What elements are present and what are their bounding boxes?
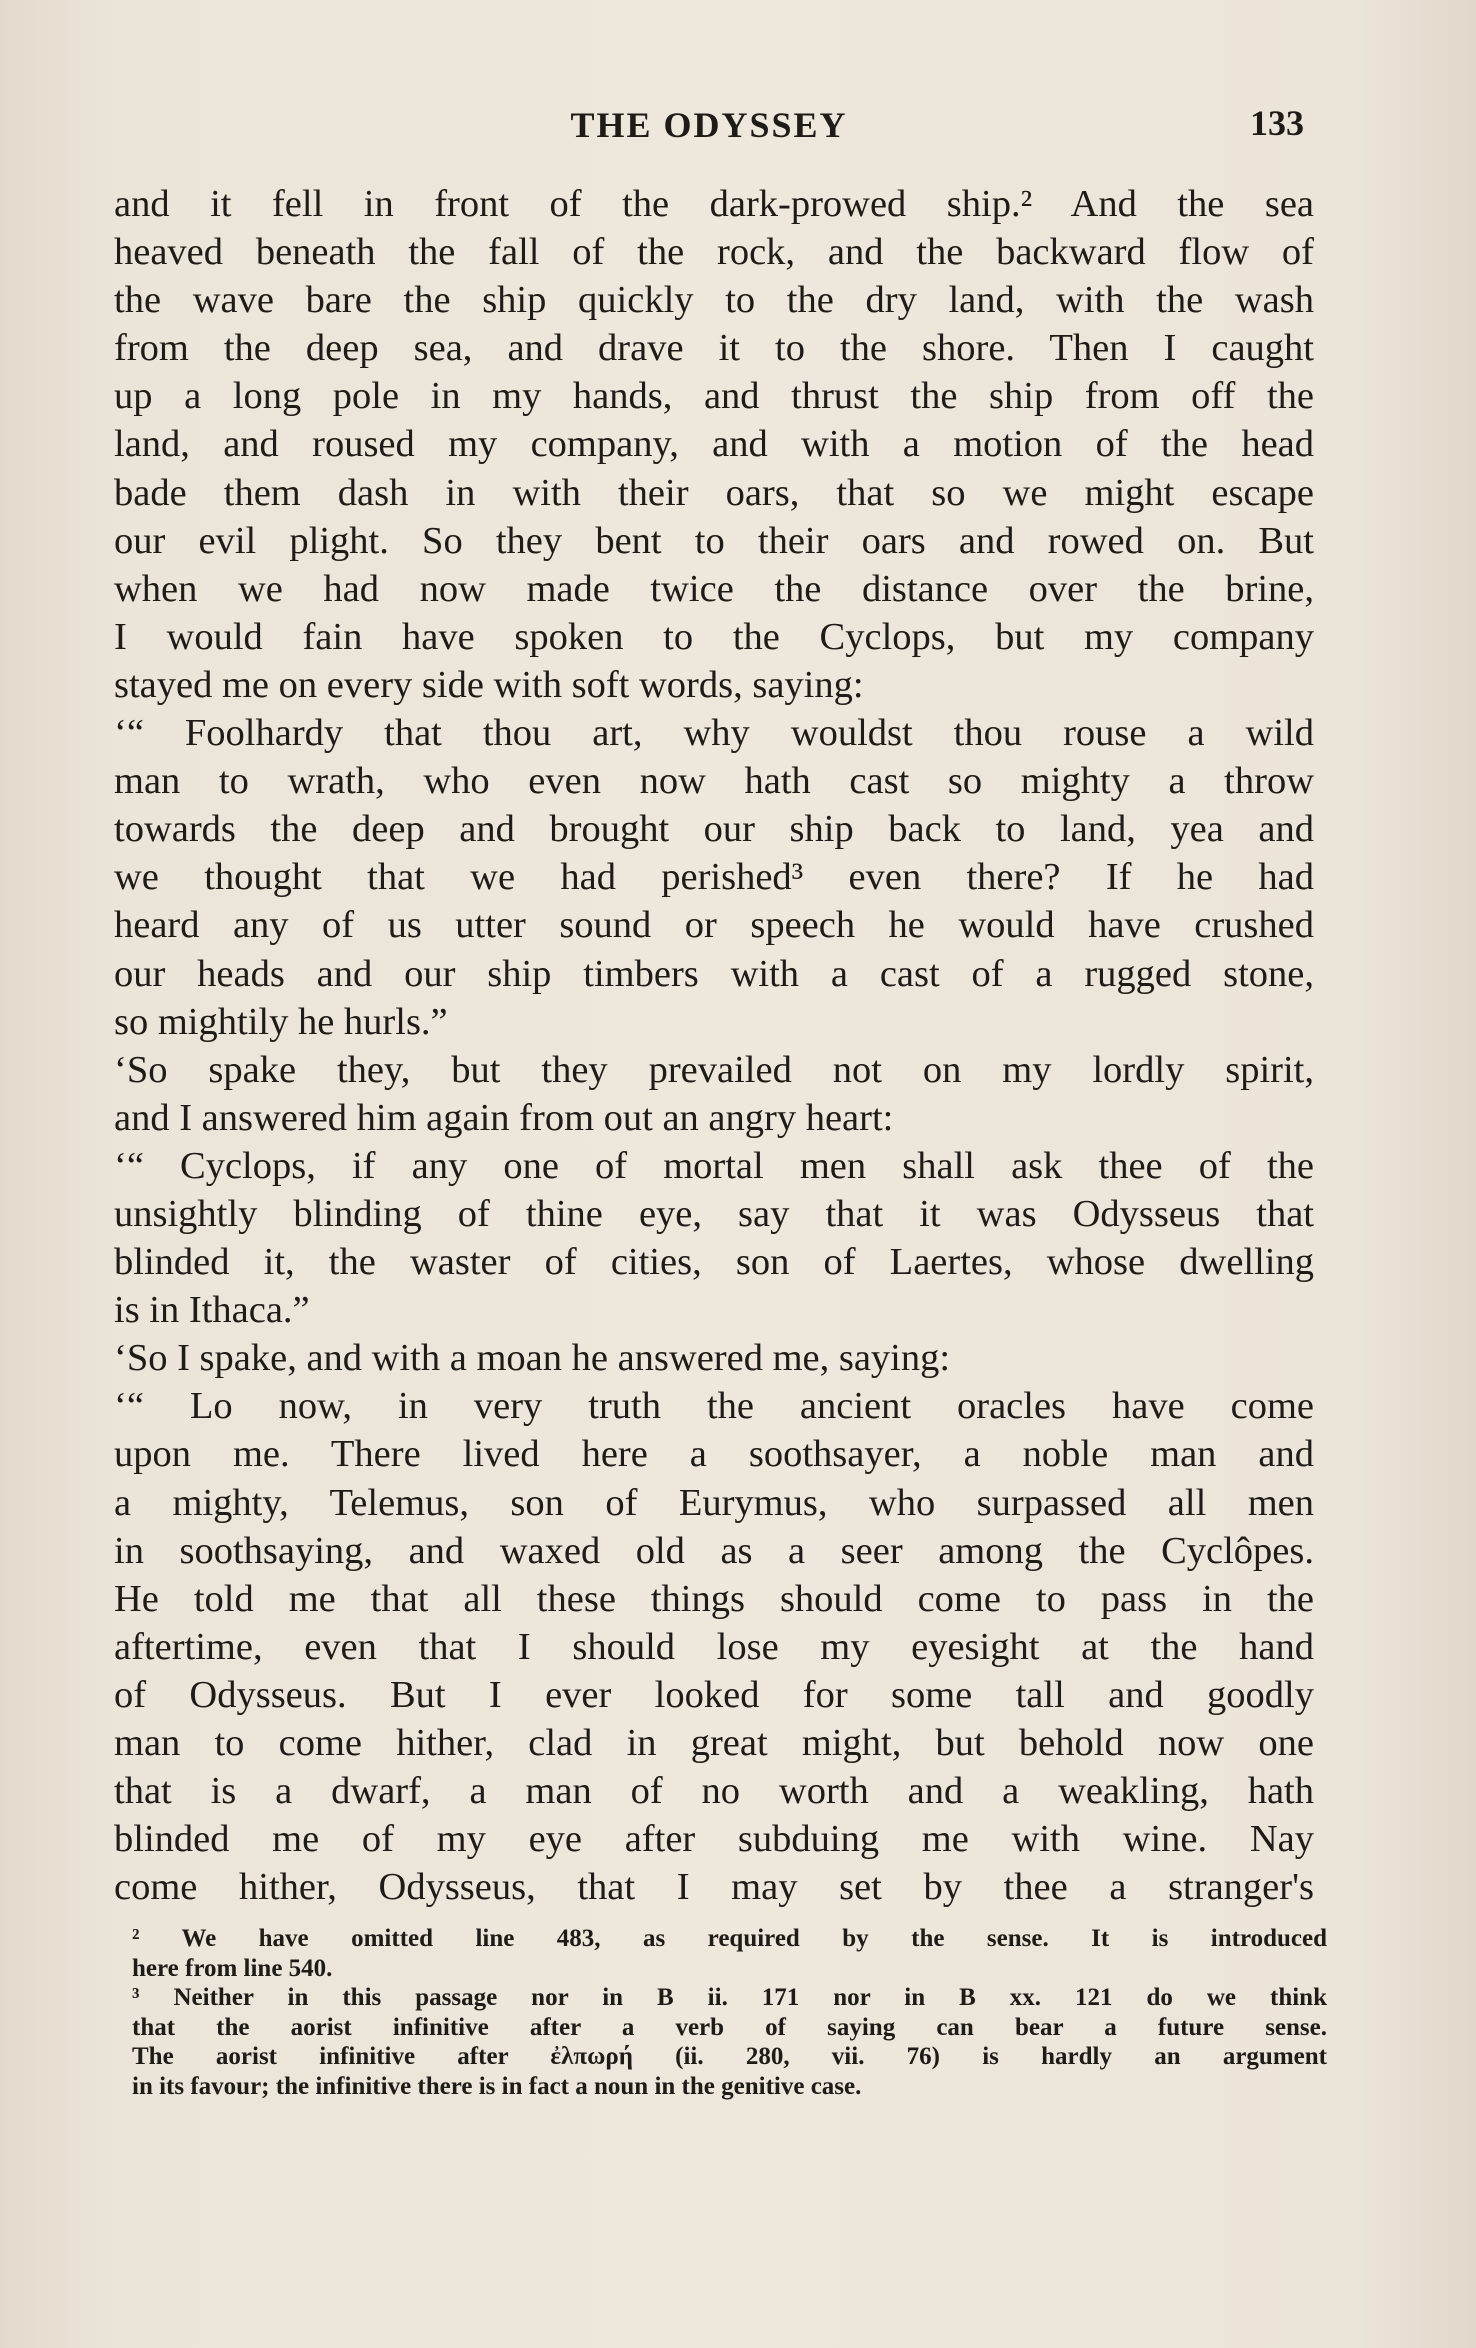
body-line: come hither, Odysseus, that I may set by thee a stranger's xyxy=(114,1866,1314,1909)
body-line: blinded me of my eye after subduing me with wine. Nay xyxy=(114,1818,1314,1861)
body-line: towards the deep and brought our ship back to land, yea and xyxy=(114,808,1314,851)
body-line: ‘“ Foolhardy that thou art, why wouldst thou rouse a wild xyxy=(114,712,1314,755)
body-line: upon me. There lived here a soothsayer, a noble man and xyxy=(114,1433,1314,1476)
footnote-line: ² We have omitted line 483, as required by the sense. It is introduced xyxy=(132,1925,1327,1952)
body-line: that is a dwarf, a man of no worth and a weakling, hath xyxy=(114,1770,1314,1813)
footnote-line: The aorist infinitive after ἐλπωρή (ii. 280, vii. 76) is hardly an argument xyxy=(132,2043,1327,2070)
body-line: ‘“ Cyclops, if any one of mortal men shall ask thee of the xyxy=(114,1144,1314,1187)
body-line: of Odysseus. But I ever looked for some tall and goodly xyxy=(114,1673,1314,1716)
body-line: so mightily he hurls.” xyxy=(114,1000,448,1043)
body-text xyxy=(114,180,1314,1911)
body-line: heaved beneath the fall of the rock, and the backward flow of xyxy=(114,231,1314,274)
body-line: when we had now made twice the distance over the brine, xyxy=(114,567,1314,610)
body-line: and I answered him again from out an angry heart: xyxy=(114,1096,894,1139)
body-line: man to come hither, clad in great might, but behold now one xyxy=(114,1722,1314,1764)
body-line: ‘So I spake, and with a moan he answered me, saying: xyxy=(114,1337,951,1380)
body-line: our heads and our ship timbers with a cast of a rugged stone, xyxy=(114,952,1314,995)
body-line: the wave bare the ship quickly to the dry land, with the wash xyxy=(114,279,1314,322)
body-line: I would fain have spoken to the Cyclops, but my company xyxy=(114,615,1314,658)
body-line: heard any of us utter sound or speech he would have crushed xyxy=(114,904,1314,947)
footnotes xyxy=(132,1924,1327,2101)
body-line: unsightly blinding of thine eye, say that it was Odysseus that xyxy=(114,1192,1314,1235)
body-line: we thought that we had perished³ even there? If he had xyxy=(114,856,1314,899)
body-line: our evil plight. So they bent to their oars and rowed on. But xyxy=(114,519,1314,562)
page-number: 133 xyxy=(1250,103,1304,143)
body-line: man to wrath, who even now hath cast so mighty a throw xyxy=(114,760,1314,803)
body-line: stayed me on every side with soft words, saying: xyxy=(114,663,864,706)
body-line: and it fell in front of the dark-prowed ship.² And the sea xyxy=(114,183,1314,225)
body-line: a mighty, Telemus, son of Eurymus, who surpassed all men xyxy=(114,1481,1314,1524)
body-line: bade them dash in with their oars, that so we might escape xyxy=(114,471,1314,514)
running-header xyxy=(114,100,1304,156)
body-line: ‘So spake they, but they prevailed not on my lordly spirit, xyxy=(114,1048,1314,1091)
body-line: up a long pole in my hands, and thrust the ship from off the xyxy=(114,375,1314,418)
body-line: aftertime, even that I should lose my eyesight at the hand xyxy=(114,1625,1314,1668)
body-line: land, and roused my company, and with a motion of the head xyxy=(114,423,1314,466)
footnote-line: ³ Neither in this passage nor in B ii. 171 nor in B xx. 121 do we think xyxy=(132,1984,1327,2011)
body-line: from the deep sea, and drave it to the shore. Then I caught xyxy=(114,327,1314,370)
body-line: is in Ithaca.” xyxy=(114,1289,310,1332)
footnote-line: that the aorist infinitive after a verb of saying can bear a future sense. xyxy=(132,2013,1327,2041)
running-title: THE ODYSSEY xyxy=(570,105,848,145)
footnote-line: in its favour; the infinitive there is in fact a noun in the genitive case. xyxy=(132,2072,862,2100)
body-line: He told me that all these things should come to pass in the xyxy=(114,1577,1314,1620)
body-line: ‘“ Lo now, in very truth the ancient oracles have come xyxy=(114,1385,1314,1428)
body-line: blinded it, the waster of cities, son of Laertes, whose dwelling xyxy=(114,1241,1314,1284)
body-line: in soothsaying, and waxed old as a seer among the Cyclôpes. xyxy=(114,1529,1314,1572)
footnote-line: here from line 540. xyxy=(132,1954,333,1982)
